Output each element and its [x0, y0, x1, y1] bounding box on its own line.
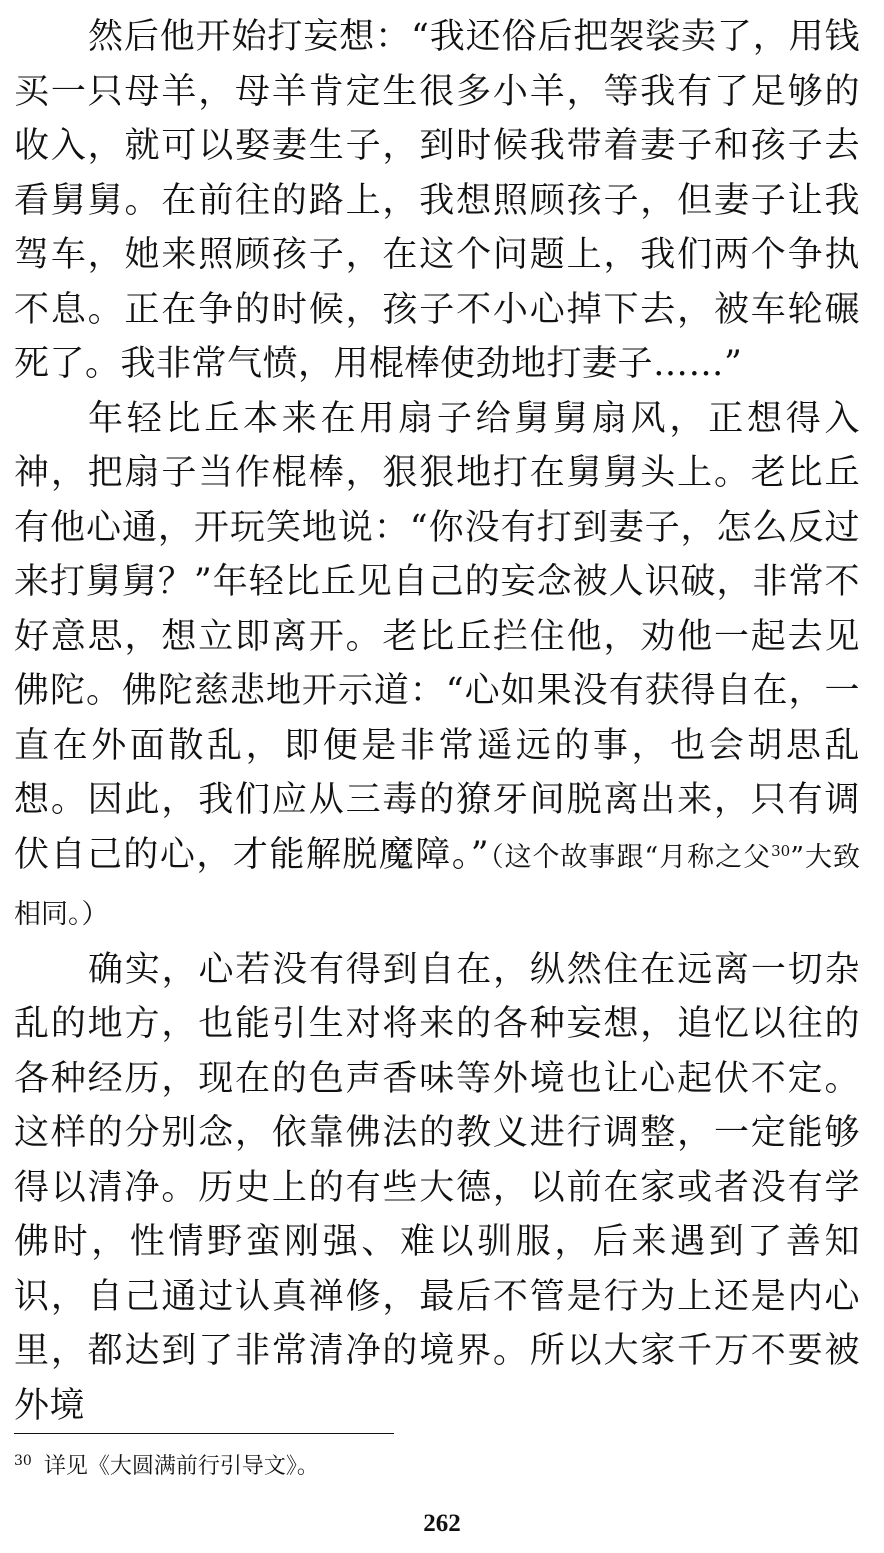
main-text: [14, 10, 860, 1433]
paragraph-1: [14, 10, 860, 392]
inline-note-end: ”大致相同。）: [14, 841, 860, 930]
page-number: 262: [423, 1510, 461, 1537]
footnote-divider: [14, 1433, 394, 1434]
paragraph-2-text: 年轻比丘本来在用扇子给舅舅扇风，正想得入神，把扇子当作棍棒，狠狠地打在舅舅头上。老比丘有他心通，开玩笑地说：“你没有打到妻子，怎么反过来打舅舅？”年轻比丘见自己的妄念被人识破，非常不好意思，想立即离开。老比丘拦住他，劝他一起去见佛陀。佛陀慈悲地开示道：“心如果没有获得自在，一直在外面散乱，即便是非常遥远的事，也会胡思乱想。因此，我们应从三毒的獠牙间脱离出来，只有调伏自己的心，才能解脱魔障。”: [14, 398, 860, 875]
inline-note-start: （这个故事跟“月称之父: [489, 841, 772, 873]
footnote-text: 详见《大圆满前行引导文》。: [43, 1454, 319, 1479]
paragraph-3: [14, 943, 860, 1434]
footnote-marker: 30: [14, 1452, 32, 1469]
footnote-reference[interactable]: 30: [771, 841, 791, 860]
paragraph-2: [14, 392, 860, 943]
paragraph-3-text: 确实，心若没有得到自在，纵然住在远离一切杂乱的地方，也能引生对将来的各种妄想，追忆以往的各种经历，现在的色声香味等外境也让心起伏不定。这样的分别念，依靠佛法的教义进行调整，一定能够得以清净。历史上的有些大德，以前在家或者没有学佛时，性情野蛮刚强、难以驯服，后来遇到了善知识，自己通过认真禅修，最后不管是行为上还是内心里，都达到了非常清净的境界。所以大家千万不要被外境: [14, 949, 860, 1426]
paragraph-1-text: 然后他开始打妄想：“我还俗后把袈裟卖了，用钱买一只母羊，母羊肯定生很多小羊，等我有了足够的收入，就可以娶妻生子，到时候我带着妻子和孩子去看舅舅。在前往的路上，我想照顾孩子，但妻子让我驾车，她来照顾孩子，在这个问题上，我们两个争执不息。正在争的时候，孩子不小心掉下去，被车轮碾死了。我非常气愤，用棍棒使劲地打妻子……”: [14, 17, 860, 384]
footnote: [14, 1452, 319, 1482]
